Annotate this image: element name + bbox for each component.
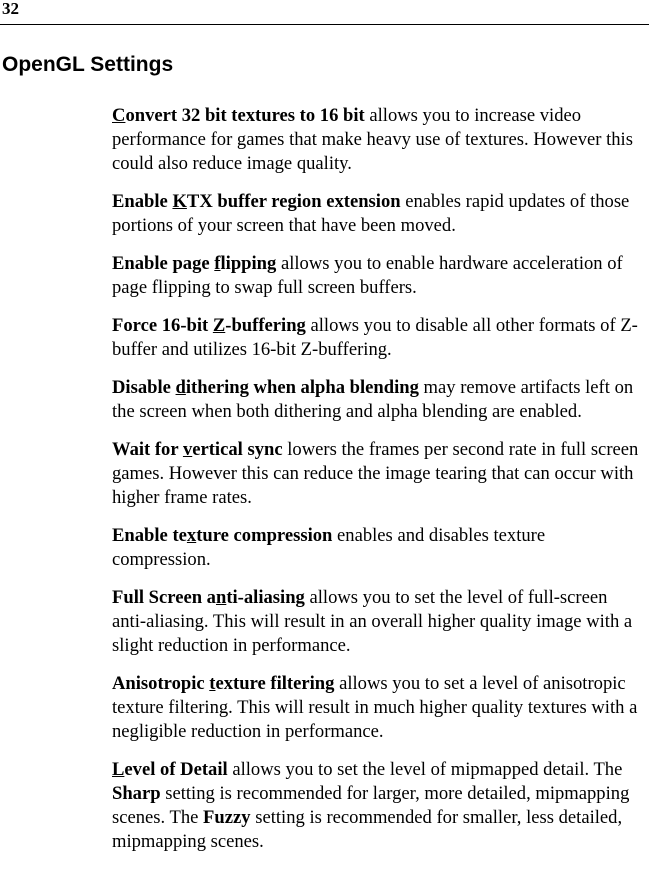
setting-description: may remove artifacts left on the screen when both dithering and alpha blending are enabled. <box>112 377 634 422</box>
setting-description: allows you to set a level of anisotropic texture filtering. This will result in much higher quality textures with a negligible reduction in performance. <box>112 673 638 742</box>
setting-description: allows you to enable hardware acceleration of page flipping to swap full screen buffers. <box>112 253 623 298</box>
page-number: 32 <box>2 0 19 18</box>
setting-description: allows you to set the level of mipmapped detail. The <box>227 759 623 780</box>
setting-name: Enable texture compression <box>112 525 333 546</box>
fuzzy-option-name: Fuzzy <box>203 807 251 828</box>
setting-name: Force 16-bit Z-buffering <box>112 315 306 336</box>
access-key: C <box>112 105 126 126</box>
setting-ktx-buffer <box>112 190 646 238</box>
access-key: t <box>209 673 216 694</box>
setting-name: Wait for vertical sync <box>112 439 283 460</box>
setting-description: enables and disables texture compression. <box>112 525 546 570</box>
setting-convert-textures <box>112 104 646 176</box>
access-key: v <box>182 439 193 460</box>
setting-description: allows you to set the level of full-screen anti-aliasing. This will result in an overall higher quality image with a slight reduction in performance. <box>112 587 633 656</box>
access-key: d <box>175 377 186 398</box>
access-key: Z <box>212 315 226 336</box>
access-key: L <box>112 759 125 780</box>
setting-name: Anisotropic texture filtering <box>112 673 335 694</box>
setting-dithering <box>112 376 646 424</box>
access-key: f <box>214 253 221 274</box>
setting-name: Enable page flipping <box>112 253 277 274</box>
setting-description-end: setting is recommended for smaller, less detailed, mipmapping scenes. <box>112 807 623 852</box>
setting-texture-compression <box>112 524 646 572</box>
setting-description-continued: setting is recommended for larger, more detailed, mipmapping scenes. The <box>112 783 630 828</box>
section-title: OpenGL Settings <box>2 53 174 76</box>
setting-description: lowers the frames per second rate in full screen games. However this can reduce the image tearing that can occur with higher frame rates. <box>112 439 639 508</box>
setting-name: Convert 32 bit textures to 16 bit <box>112 105 365 126</box>
setting-vertical-sync <box>112 438 646 510</box>
setting-description: enables rapid updates of those portions of your screen that have been moved. <box>112 191 630 236</box>
settings-description-list <box>112 104 646 868</box>
setting-name: Disable dithering when alpha blending <box>112 377 419 398</box>
setting-description: allows you to disable all other formats of Z-buffer and utilizes 16-bit Z-buffering. <box>112 315 638 360</box>
setting-anisotropic-filtering <box>112 672 646 744</box>
access-key: n <box>215 587 227 608</box>
setting-name: Full Screen anti-aliasing <box>112 587 305 608</box>
access-key: x <box>186 525 197 546</box>
access-key: K <box>172 191 187 212</box>
setting-level-of-detail <box>112 758 646 854</box>
setting-z-buffering <box>112 314 646 362</box>
header-rule <box>0 24 649 25</box>
setting-page-flipping <box>112 252 646 300</box>
setting-description: allows you to increase video performance for games that make heavy use of textures. However this could also reduce image quality. <box>112 105 633 174</box>
sharp-option-name: Sharp <box>112 783 161 804</box>
setting-name: Enable KTX buffer region extension <box>112 191 401 212</box>
setting-anti-aliasing <box>112 586 646 658</box>
setting-name: Level of Detail <box>112 759 228 780</box>
